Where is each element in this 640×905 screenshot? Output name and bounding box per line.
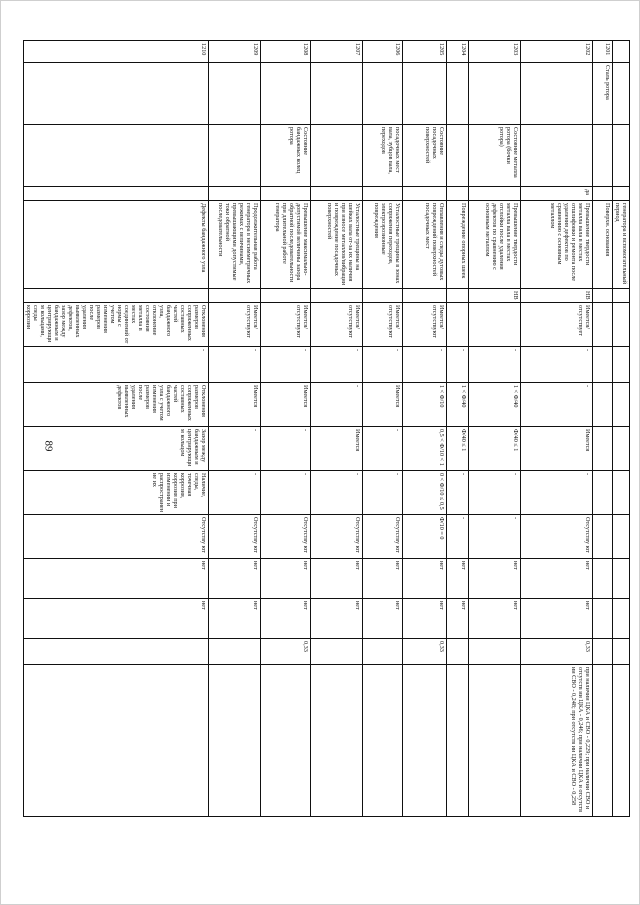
table-cell-h: Отклонения размеров сопряженных составных частей бандажного узла с учетом изменения размеров после удаления выявленных дефектов [24, 383, 209, 427]
table-cell-e [311, 289, 363, 303]
table-cell-a [261, 63, 311, 125]
table-cell-k: Отсутству ют [24, 515, 209, 559]
table-row [593, 41, 613, 817]
table-cell-e [24, 289, 209, 303]
table-cell-b: Состояние металла ротора (бочки ротора) [469, 125, 521, 187]
table-cell-d: Поверхн. основания [593, 201, 613, 289]
table-cell-n [469, 639, 521, 665]
table-cell-j: - [469, 471, 521, 515]
table-cell-i: Имеется [311, 427, 363, 471]
table-cell-d: Превышение твердости металла вала в местах отслойки после удаления дефектов по сравнению с основным металлом [469, 201, 521, 289]
table-cell-l [593, 559, 613, 599]
table-cell-i: Имеется [521, 427, 593, 471]
table-cell-i: Ф/40 ≤ 1 [447, 427, 469, 471]
table-cell-l: нет [363, 559, 403, 599]
table-cell-d: Превышение твердости металла вала в местах отшлифовки и ремонта после удаления дефектов по сравнению с основным металлом [521, 201, 593, 289]
table-cell-f [593, 303, 613, 347]
table-cell-k: Отсутству ют [209, 515, 261, 559]
table-cell-b [24, 125, 209, 187]
table-cell-m: нет [261, 599, 311, 639]
table-cell-i [593, 427, 613, 471]
table-cell-e: НВ [521, 289, 593, 303]
table-cell-h: 1 < Ф/40 [469, 383, 521, 427]
table-cell-no: 1210 [24, 41, 209, 63]
table-row [613, 41, 630, 817]
table-cell-g: - [24, 347, 209, 383]
table-cell-e [447, 289, 469, 303]
table-cell-f [613, 303, 630, 347]
table-cell-h [613, 383, 630, 427]
table-cell-m: нет [469, 599, 521, 639]
table-cell-j [593, 471, 613, 515]
table-cell-b [209, 125, 261, 187]
table-row [521, 41, 593, 817]
table-cell-o [261, 665, 311, 817]
table-cell-b: посадочных мест вала, зубцов вала, переходов [363, 125, 403, 187]
table-cell-n: 0,33 [521, 639, 593, 665]
table-cell-m: нет [209, 599, 261, 639]
table-cell-j: Наличие, следы, точечная коррозия, коррозия при изменении и распространение их [24, 471, 209, 515]
table-cell-f [469, 303, 521, 347]
table-cell-l: нет [403, 559, 447, 599]
table-cell-g: - [311, 347, 363, 383]
table-cell-o [447, 665, 469, 817]
table-cell-c [613, 187, 630, 201]
table-cell-no: 1205 [403, 41, 447, 63]
table-cell-d: Превышение максимально-допустимой величины зазора обратной последовательности при длительной работе генератора [261, 201, 311, 289]
table-cell-l: нет [209, 559, 261, 599]
table-cell-j: - [311, 471, 363, 515]
table-cell-b [311, 125, 363, 187]
table-cell-f: Имеется/ отсутствуют [209, 303, 261, 347]
table-cell-n: 0,33 [261, 639, 311, 665]
table-cell-n [613, 639, 630, 665]
table-cell-k: Отсутству ют [521, 515, 593, 559]
table-cell-b [521, 125, 593, 187]
table-cell-c [469, 187, 521, 201]
table-cell-a [447, 63, 469, 125]
table-cell-no: 1204 [447, 41, 469, 63]
table-cell-j: - [261, 471, 311, 515]
table-cell-m: нет [521, 599, 593, 639]
table-cell-k: - [447, 515, 469, 559]
table-cell-a [363, 63, 403, 125]
table-row [403, 41, 447, 817]
table-cell-o [469, 665, 521, 817]
table-cell-c: да [521, 187, 593, 201]
table-cell-j [613, 471, 630, 515]
table-cell-d: Продолжительная работа генератора в несимметричных режимах с величинами, превышающими допустимые токи обратной последовательности [209, 201, 261, 289]
table-cell-a [521, 63, 593, 125]
table-cell-e: НВ [469, 289, 521, 303]
table-cell-no: 1209 [209, 41, 261, 63]
table-cell-o [24, 665, 209, 817]
table-cell-g: - [447, 347, 469, 383]
page-number: 89 [42, 440, 55, 452]
table-cell-i: - [363, 427, 403, 471]
table-cell-n [593, 639, 613, 665]
table-cell-f: Имеется/ отсутствуют [403, 303, 447, 347]
table-cell-c [447, 187, 469, 201]
table-cell-o [209, 665, 261, 817]
table-cell-m [613, 599, 630, 639]
table-cell-l: нет [521, 559, 593, 599]
table-cell-i [613, 427, 630, 471]
table-cell-i: - [209, 427, 261, 471]
table-cell-g: - [521, 347, 593, 383]
table-cell-h: Имеется [261, 383, 311, 427]
table-cell-m: нет [363, 599, 403, 639]
table-row [311, 41, 363, 817]
table-cell-k: - [469, 515, 521, 559]
table-cell-d: Усталостные трещины в зонах сопряжения переходов, электроэрозионные повреждения [363, 201, 403, 289]
table-cell-d: Дефекты бандажного узла [24, 201, 209, 289]
table-cell-n [447, 639, 469, 665]
table-cell-no [613, 41, 630, 63]
table-row [261, 41, 311, 817]
table-cell-j: - [209, 471, 261, 515]
table-cell-k: Ф/10 = 0 [403, 515, 447, 559]
table-cell-f: Имеется/ отсутствует [521, 303, 593, 347]
table-cell-g: - [261, 347, 311, 383]
table-cell-h: 1 < Ф/10 [403, 383, 447, 427]
table-row [209, 41, 261, 817]
table-cell-l: нет [261, 559, 311, 599]
table-cell-k: Отсутству ют [261, 515, 311, 559]
table-cell-a [209, 63, 261, 125]
table-cell-j: - [447, 471, 469, 515]
table-cell-o [363, 665, 403, 817]
table-cell-b [447, 125, 469, 187]
table-cell-o [311, 665, 363, 817]
table-cell-g: - [363, 347, 403, 383]
table-cell-h: - [521, 383, 593, 427]
table-cell-c [209, 187, 261, 201]
table-cell-l: нет [311, 559, 363, 599]
table-cell-c [403, 187, 447, 201]
table-cell-f: Имеется/ отсутствуют [261, 303, 311, 347]
table-cell-i: 0,5 < Ф/10 < 1 [403, 427, 447, 471]
table-cell-c [593, 187, 613, 201]
table-cell-e [593, 289, 613, 303]
table-cell-f: Имеется/ отсутствуют [311, 303, 363, 347]
table-cell-a [613, 63, 630, 125]
table-cell-no: 1207 [311, 41, 363, 63]
table-cell-h: - [311, 383, 363, 427]
table-cell-b [593, 125, 613, 187]
table-cell-a [469, 63, 521, 125]
table-cell-n [311, 639, 363, 665]
table-cell-d: генератора и вспомогательный период [613, 201, 630, 289]
table-cell-d: Усталостные трещины на шейках вала от-за их наличия при износе металлов/вибрации и повреждение посадочных поверхностей [311, 201, 363, 289]
table-cell-m [593, 599, 613, 639]
table-cell-o [613, 665, 630, 817]
table-cell-k [613, 515, 630, 559]
table-cell-n [24, 639, 209, 665]
table-cell-f: Имеется/ отсутствуют [363, 303, 403, 347]
table-cell-e [261, 289, 311, 303]
table-cell-e [209, 289, 261, 303]
table-cell-m: нет [24, 599, 209, 639]
table-cell-e [363, 289, 403, 303]
table-cell-g [613, 347, 630, 383]
table-row [447, 41, 469, 817]
table-row [363, 41, 403, 817]
table-cell-n: 0,33 [403, 639, 447, 665]
table-cell-c [363, 187, 403, 201]
table-cell-l: нет [447, 559, 469, 599]
table-cell-no: 1208 [261, 41, 311, 63]
table-cell-no: 1203 [469, 41, 521, 63]
table-cell-a [403, 63, 447, 125]
table-cell-k: Отсутству ют [363, 515, 403, 559]
table-cell-c [311, 187, 363, 201]
assessment-table [23, 40, 630, 817]
table-cell-i: - [261, 427, 311, 471]
table-cell-d: Повреждение опорных шеек [447, 201, 469, 289]
table-cell-h: Имеется [209, 383, 261, 427]
table-cell-no: 1202 [521, 41, 593, 63]
table-cell-g: - [403, 347, 447, 383]
table-cell-i: Зазор между бандажным и центрирующим кольцом [24, 427, 209, 471]
table-cell-m: нет [447, 599, 469, 639]
table-cell-o: при наличии ЦКА и СВО - 0,229; при наличии СВО и отсутств ии ЦКА - 0,246; при наличии ЦКА и отсутств ии СВО - 0,248; при отсутств ии ЦКА и СВО - 0,258 [521, 665, 593, 817]
table-cell-a: Сталь ротора [593, 63, 613, 125]
table-row [24, 41, 209, 817]
table-cell-no: 1206 [363, 41, 403, 63]
table-cell-h [593, 383, 613, 427]
table-cell-i: Ф/40 ≤ 1 [469, 427, 521, 471]
table-cell-e [403, 289, 447, 303]
table-cell-f: Отклонения размеров сопряженных составных частей бандажного узла, отклонение состояния металла в местах соединений от нормы с учетом изменения размеров после удаления выявленных дефектов, зазор между бандажным и центрирующим кольцами, следы коррозии [24, 303, 209, 347]
table-cell-a [24, 63, 209, 125]
table-cell-no: 1201 [593, 41, 613, 63]
table-cell-n [209, 639, 261, 665]
table-row [469, 41, 521, 817]
table-cell-b [613, 125, 630, 187]
table-cell-b: Состояние бандажных колец ротора [261, 125, 311, 187]
table-cell-c [261, 187, 311, 201]
table-cell-l [613, 559, 630, 599]
table-cell-h: 1 < Ф/40 [447, 383, 469, 427]
table-cell-m: нет [403, 599, 447, 639]
table-cell-g: - [469, 347, 521, 383]
table-cell-j: - [521, 471, 593, 515]
table-cell-h: Имеется [363, 383, 403, 427]
table-cell-f [447, 303, 469, 347]
table-cell-d: Оплавления и следы дуговых повреждений поверхностей посадочных мест [403, 201, 447, 289]
table-cell-j: - [363, 471, 403, 515]
table-cell-m: нет [311, 599, 363, 639]
table-cell-g [593, 347, 613, 383]
table-cell-e [613, 289, 630, 303]
table-cell-o [593, 665, 613, 817]
table-cell-b: Состояние посадочных поверхностей [403, 125, 447, 187]
table-cell-k: Отсутству ют [311, 515, 363, 559]
table-cell-j: 0 < Ф/10 ≤ 0,5 [403, 471, 447, 515]
table-cell-c [24, 187, 209, 201]
table-cell-n [363, 639, 403, 665]
table-cell-l: нет [24, 559, 209, 599]
table-cell-k [593, 515, 613, 559]
table-cell-a [311, 63, 363, 125]
table-cell-l: нет [469, 559, 521, 599]
table-cell-o [403, 665, 447, 817]
table-cell-g: - [209, 347, 261, 383]
